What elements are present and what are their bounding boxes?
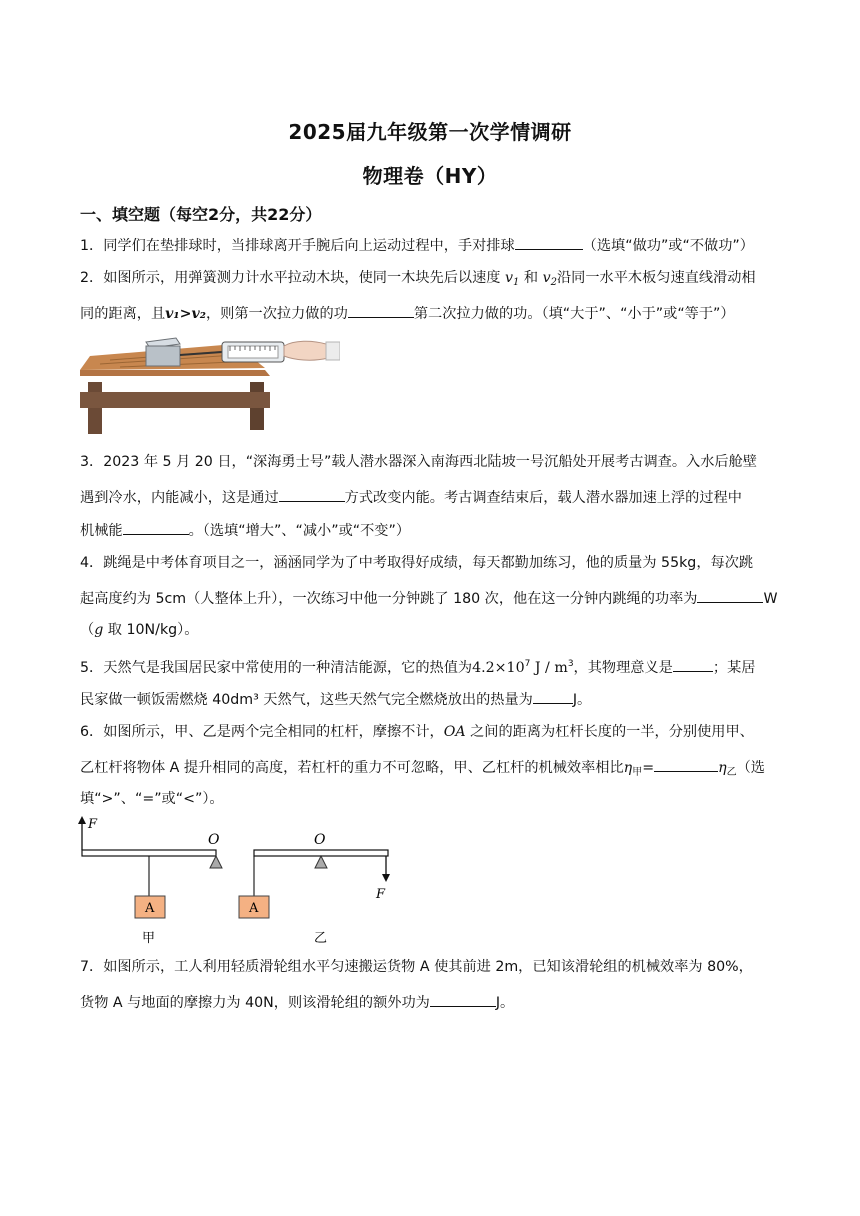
question-6-line3: 填“>”、“=”或“<”）。 xyxy=(80,791,224,807)
question-6-line2: 乙杠杆将物体 A 提升相同的高度，若杠杆的重力不可忽略，甲、乙杠杆的机械效率相比$\eta_甲= \eta_乙$（选 xyxy=(80,756,765,783)
fulcrum-icon xyxy=(210,856,222,868)
exam-title: 2025届九年级第一次学情调研 xyxy=(288,120,572,144)
table-top xyxy=(80,370,270,376)
question-6-line1: 6．如图所示，甲、乙是两个完全相同的杠杆，摩擦不计，OA 之间的距离为杠杆长度的一半，分别使用甲、 xyxy=(80,724,754,740)
caption-yi: 乙 xyxy=(314,931,328,946)
wooden-block xyxy=(146,346,180,366)
fulcrum-icon xyxy=(315,856,327,868)
answer-blank[interactable] xyxy=(279,486,345,502)
question-5-line2: 民家做一顿饭需燃烧 40dm³ 天然气，这些天然气完全燃烧放出的热量为 J。 xyxy=(80,688,591,710)
sleeve xyxy=(326,342,340,360)
answer-blank[interactable] xyxy=(123,519,189,535)
block-label-right: A xyxy=(249,901,259,916)
answer-blank[interactable] xyxy=(430,991,496,1007)
hand xyxy=(284,341,328,360)
force-label-left: F xyxy=(88,817,98,832)
question-2-line1: 2．如图所示，用弹簧测力计水平拉动木块，使同一木块先后以速度 $v_1$ 和 $v_2$沿同一水平木板匀速直线滑动相 xyxy=(80,270,756,288)
answer-blank[interactable] xyxy=(673,656,713,672)
arrow-head-icon xyxy=(382,874,390,882)
question-2-line2: 同的距离，且v₁>v₂，则第一次拉力做的功 第二次拉力做的功。（填“大于”、“小于”或“等于”） xyxy=(80,302,735,324)
question-3-line3: 机械能 。（选填“增大”、“减小”或“不变”） xyxy=(80,519,410,541)
pivot-label-right: O xyxy=(314,832,326,848)
exam-subtitle: 物理卷（HY） xyxy=(362,164,498,188)
answer-blank[interactable] xyxy=(515,234,583,250)
arrow-head-icon xyxy=(78,816,86,824)
question-4-line3: （g 取 10N/kg）。 xyxy=(80,622,199,638)
answer-blank[interactable] xyxy=(348,302,414,318)
question-3-line1: 3．2023 年 5 月 20 日，“深海勇士号”载人潜水器深入南海西北陆坡一号沉船处开展考古调查。入水后舱壁 xyxy=(80,454,757,470)
lever-figure xyxy=(76,814,406,950)
block-label-left: A xyxy=(145,901,155,916)
question-7-line2: 货物 A 与地面的摩擦力为 40N，则该滑轮组的额外功为 J。 xyxy=(80,991,514,1013)
question-4-line1: 4．跳绳是中考体育项目之一，涵涵同学为了中考取得好成绩，每天都勤加练习，他的质量为 55kg，每次跳 xyxy=(80,555,754,571)
lever-bar-left xyxy=(82,850,216,856)
lever-yi xyxy=(239,832,390,946)
question-5-line1: 5．天然气是我国居民家中常使用的一种清洁能源，它的热值为$4.2\times 10^7$ J / $m^3$，其物理意义是 ；某居 xyxy=(80,654,755,678)
force-label-right: F xyxy=(376,887,386,902)
caption-jia: 甲 xyxy=(142,931,156,946)
question-7-line1: 7．如图所示，工人利用轻质滑轮组水平匀速搬运货物 A 使其前进 2m，已知该滑轮组的机械效率为 80%， xyxy=(80,959,753,975)
answer-blank[interactable] xyxy=(654,756,718,772)
scale-window xyxy=(228,346,278,358)
answer-blank[interactable] xyxy=(533,688,573,704)
question-3-line2: 遇到冷水，内能减小，这是通过 方式改变内能。考古调查结束后，载人潜水器加速上浮的过程中 xyxy=(80,486,742,508)
lever-jia xyxy=(78,816,222,946)
question-4-line2: 起高度约为 5cm（人整体上升），一次练习中他一分钟跳了 180 次，他在这一分钟内跳绳的功率为 W xyxy=(80,587,778,609)
answer-blank[interactable] xyxy=(697,587,763,603)
spring-scale-figure xyxy=(80,334,340,434)
question-1: 1．同学们在垫排球时，当排球离开手腕后向上运动过程中，手对排球 （选填“做功”或“不做功”） xyxy=(80,234,754,256)
table-apron xyxy=(80,392,270,408)
section-heading: 一、填空题（每空2分，共22分） xyxy=(80,205,322,224)
pivot-label-left: O xyxy=(208,832,220,848)
